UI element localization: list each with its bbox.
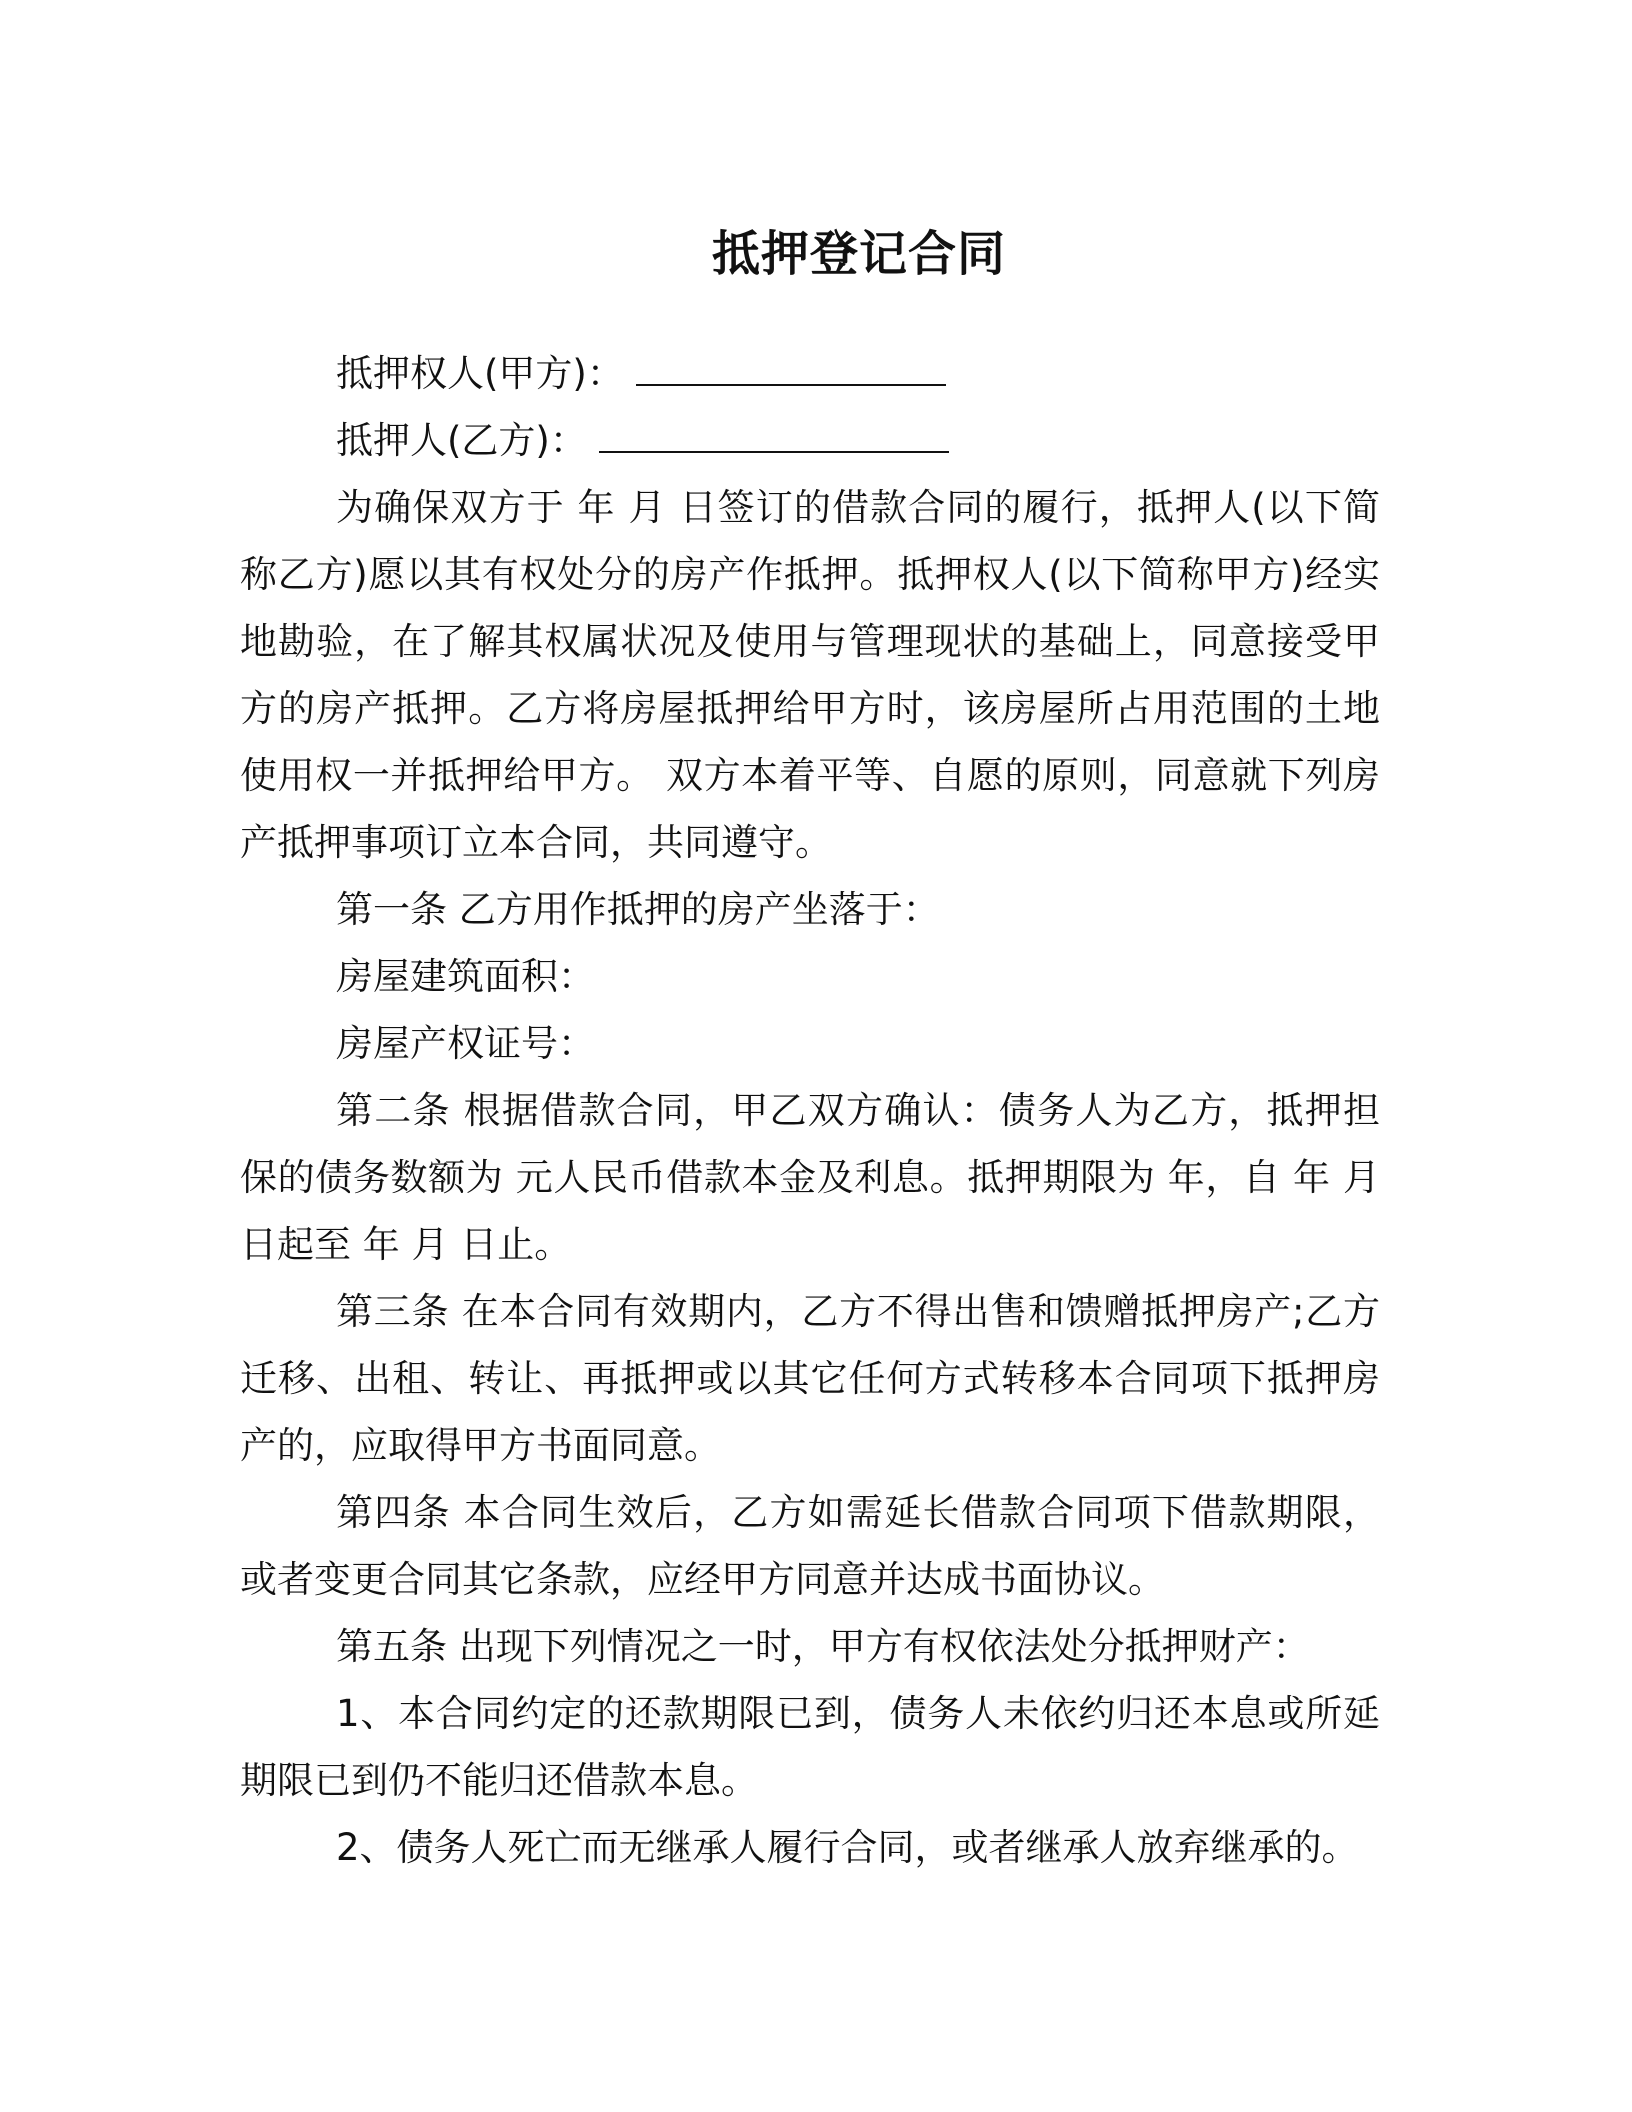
mortgagor-line [240,407,1380,474]
building-area: 房屋建筑面积： [336,955,595,998]
contract-body [240,340,1380,1881]
article-five-item-two: 2、债务人死亡而无继承人履行合同，或者继承人放弃继承的。 [336,1826,1359,1869]
document-title: 抵押登记合同 [711,226,1006,283]
mortgagor-blank [599,417,949,453]
article-five: 第五条 出现下列情况之一时，甲方有权依法处分抵押财产： [336,1625,1310,1668]
mortgagee-label: 抵押权人(甲方)： [336,352,624,395]
article-five-item-one: 1、本合同约定的还款期限已到，债务人未依约归还本息或所延期限已到仍不能归还借款本息。 [240,1692,1380,1802]
mortgagee-blank [636,350,946,386]
intro-paragraph: 为确保双方于 年 月 日签订的借款合同的履行，抵押人(以下简称乙方)愿以其有权处分的房产作抵押。抵押权人(以下简称甲方)经实地勘验，在了解其权属状况及使用与管理现状的基础上，同意接受甲方的房产抵押。乙方将房屋抵押给甲方时，该房屋所占用范围的土地使用权一并抵押给甲方。 双方本着平等、自愿的原则，同意就下列房产抵押事项订立本合同，共同遵守。 [240,486,1380,864]
mortgagor-label: 抵押人(乙方)： [336,419,587,462]
article-four: 第四条 本合同生效后，乙方如需延长借款合同项下借款期限，或者变更合同其它条款，应经甲方同意并达成书面协议。 [240,1491,1380,1601]
article-two: 第二条 根据借款合同，甲乙双方确认：债务人为乙方，抵押担保的债务数额为 元人民币借款本金及利息。抵押期限为 年，自 年 月 日起至 年 月 日止。 [240,1089,1380,1266]
article-three: 第三条 在本合同有效期内，乙方不得出售和馈赠抵押房产;乙方迁移、出租、转让、再抵押或以其它任何方式转移本合同项下抵押房产的，应取得甲方书面同意。 [240,1290,1380,1467]
article-one: 第一条 乙方用作抵押的房产坐落于： [336,888,940,931]
property-certificate-number: 房屋产权证号： [336,1022,595,1065]
mortgagee-line [240,340,1380,407]
